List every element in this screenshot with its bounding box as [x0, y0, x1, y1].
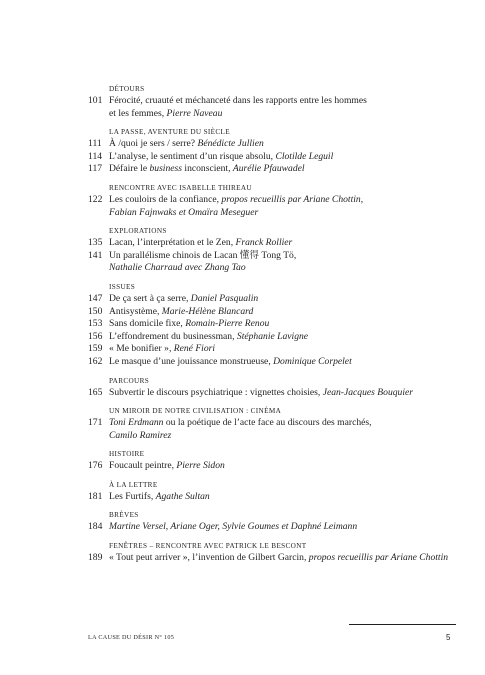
toc-entry	[88, 250, 468, 263]
section-title: EXPLORATIONS	[109, 227, 167, 236]
page-number: 150	[88, 305, 103, 317]
section-title: PARCOURS	[109, 376, 150, 385]
entry-title-text: inconscient,	[182, 163, 233, 175]
section-title: DÉTOURS	[109, 85, 145, 93]
page-number: 184	[88, 521, 103, 533]
entry-title-text: L’effondrement du businessman,	[109, 330, 237, 342]
entry-text	[109, 95, 468, 108]
toc-entry	[88, 387, 468, 400]
entry-title-text: Férocité, cruauté et méchanceté dans les rapports entre les hommes	[109, 95, 367, 106]
entry-text	[109, 387, 468, 400]
entry-author-or-italic: Stéphanie Lavigne	[236, 330, 309, 342]
section-title: UN MIROIR DE NOTRE CIVILISATION : CINÉMA	[109, 407, 282, 416]
section-title: HISTOIRE	[109, 450, 145, 459]
page-number: 153	[88, 318, 103, 330]
entry-text	[109, 138, 468, 151]
page-number: 147	[88, 292, 103, 304]
entry-text	[109, 356, 468, 369]
entry-title-text: L’analyse, le sentiment d’un risque absolu,	[109, 150, 276, 162]
toc-entry	[88, 138, 468, 151]
entry-text	[109, 262, 468, 275]
entry-title-text: À /quoi je sers / serre?	[109, 138, 198, 150]
entry-author-or-italic: Romain-Pierre Renou	[185, 318, 270, 330]
toc-entry-continuation	[88, 430, 468, 443]
entry-title-text: ou la poétique de l’acte face au discours des marchés,	[163, 417, 372, 429]
entry-author-or-italic: Agathe Sultan	[155, 490, 210, 502]
entry-author-or-italic: Dominique Corpelet	[273, 355, 352, 367]
page-number: 141	[88, 249, 103, 261]
page-number: 165	[88, 386, 103, 398]
entry-title-text: Sans domicile fixe,	[109, 318, 186, 330]
entry-author-or-italic: Clotilde Leguil	[275, 150, 334, 162]
page-number: 189	[88, 552, 103, 564]
toc-section	[88, 480, 468, 504]
page-number: 176	[88, 460, 103, 472]
page-number	[88, 108, 109, 121]
entry-text	[109, 343, 468, 356]
table-of-contents	[88, 84, 468, 572]
page-number	[88, 262, 109, 275]
entry-author-or-italic: Bénédicte Jullien	[197, 138, 264, 150]
page-number: 159	[88, 343, 103, 355]
section-title: ISSUES	[109, 282, 136, 291]
entry-text	[109, 430, 468, 443]
toc-entry	[88, 417, 468, 430]
toc-entry	[88, 343, 468, 356]
entry-author-or-italic: Fabian Fajnwaks et Omaïra Meseguer	[109, 206, 259, 218]
footer-rule	[349, 624, 456, 625]
page-number: 156	[88, 330, 103, 342]
toc-entry	[88, 306, 468, 319]
page-number	[88, 207, 109, 220]
footer-journal-title: LA CAUSE DU DÉSIR N° 105	[88, 634, 175, 641]
entry-author-or-italic: Camilo Ramirez	[109, 429, 172, 441]
entry-title-text: Antisystème,	[109, 305, 162, 317]
entry-title-text: Subvertir le discours psychiatrique : vignettes choisies,	[109, 386, 323, 398]
page-number: 111	[88, 138, 102, 150]
toc-section	[88, 282, 468, 369]
entry-title-text: « Me bonifier »,	[109, 343, 174, 355]
entry-title-text: Le masque d’une jouissance monstrueuse,	[109, 355, 274, 367]
toc-entry	[88, 460, 468, 473]
page-number: 181	[88, 490, 103, 502]
toc-entry	[88, 521, 468, 534]
page-number: 171	[88, 417, 103, 429]
entry-title-text: et les femmes,	[109, 107, 167, 119]
entry-author-or-italic: Pierre Sidon	[176, 460, 225, 472]
entry-text	[109, 151, 468, 164]
toc-entry-continuation	[88, 207, 468, 220]
entry-text	[109, 250, 468, 263]
section-title: BRÈVES	[109, 511, 139, 520]
entry-author-or-italic: propos recueillis par Ariane Chottin	[308, 552, 449, 564]
toc-entry	[88, 95, 468, 108]
entry-title-text: Foucault peintre,	[109, 460, 177, 472]
page-number	[88, 430, 109, 443]
entry-title-text: De ça sert à ça serre,	[109, 292, 191, 304]
toc-entry	[88, 194, 468, 207]
toc-section	[88, 449, 468, 473]
toc-entry	[88, 318, 468, 331]
toc-section	[88, 127, 468, 176]
entry-text	[109, 491, 468, 504]
entry-author-or-italic: Pierre Naveau	[166, 107, 223, 119]
entry-text	[109, 194, 468, 207]
toc-section	[88, 183, 468, 219]
entry-title-text: « Tout peut arriver », l’invention de Gilbert Garcin,	[109, 552, 309, 564]
entry-text	[109, 163, 468, 176]
entry-text	[109, 460, 468, 473]
entry-text	[109, 306, 468, 319]
entry-text	[109, 108, 468, 121]
entry-author-or-italic: propos recueillis par Ariane Chottin,	[221, 193, 364, 205]
toc-section	[88, 226, 468, 275]
toc-entry	[88, 237, 468, 250]
page-number: 117	[88, 163, 103, 175]
toc-entry-continuation	[88, 108, 468, 121]
toc-section	[88, 376, 468, 400]
entry-author-or-italic: Toni Erdmann	[109, 417, 164, 429]
entry-text	[109, 552, 468, 565]
toc-section	[88, 541, 468, 565]
section-title: RENCONTRE AVEC ISABELLE THIREAU	[109, 183, 252, 192]
entry-text	[109, 417, 468, 430]
footer-page-number: 5	[446, 633, 451, 642]
toc-entry	[88, 331, 468, 344]
section-title: À LA LETTRE	[109, 480, 158, 489]
entry-text	[109, 207, 468, 220]
entry-text	[109, 521, 468, 534]
section-title: FENÊTRES – RENCONTRE AVEC PATRICK LE BESCONT	[109, 542, 307, 551]
page-number: 101	[88, 95, 103, 106]
page-number: 122	[88, 193, 103, 205]
entry-title-text: Défaire le	[109, 163, 150, 175]
toc-section	[88, 510, 468, 534]
entry-text	[109, 293, 468, 306]
entry-text	[109, 237, 468, 250]
entry-author-or-italic: business	[149, 163, 182, 175]
entry-author-or-italic: Franck Rollier	[235, 237, 293, 249]
entry-title-text: Les couloirs de la confiance,	[109, 193, 222, 205]
entry-author-or-italic: Daniel Pasqualin	[190, 292, 259, 304]
entry-text	[109, 331, 468, 344]
toc-entry	[88, 356, 468, 369]
entry-author-or-italic: Aurélie Pfauwadel	[232, 163, 305, 175]
toc-entry	[88, 491, 468, 504]
entry-title-text: Lacan, l’interprétation et le Zen,	[109, 237, 236, 249]
section-title: LA PASSE, AVENTURE DU SIÈCLE	[109, 128, 231, 137]
toc-section	[88, 84, 468, 120]
toc-entry-continuation	[88, 262, 468, 275]
entry-title-text: Un parallélisme chinois de Lacan 懂得 Tong Tö,	[109, 249, 297, 261]
entry-text	[109, 318, 468, 331]
entry-author-or-italic: Jean-Jacques Bouquier	[322, 386, 413, 398]
entry-author-or-italic: Martine Versel, Ariane Oger, Sylvie Goumes et Daphné Leimann	[109, 521, 358, 533]
toc-entry	[88, 552, 468, 565]
page-number: 135	[88, 237, 103, 249]
entry-author-or-italic: Marie-Hélène Blancard	[161, 305, 254, 317]
toc-section	[88, 406, 468, 442]
toc-entry	[88, 151, 468, 164]
toc-entry	[88, 163, 468, 176]
entry-title-text: Les Furtifs,	[109, 490, 156, 502]
page-number: 162	[88, 355, 103, 367]
entry-author-or-italic: René Fiori	[173, 343, 216, 355]
page-number: 114	[88, 150, 103, 162]
toc-entry	[88, 293, 468, 306]
entry-author-or-italic: Nathalie Charraud avec Zhang Tao	[109, 262, 246, 274]
